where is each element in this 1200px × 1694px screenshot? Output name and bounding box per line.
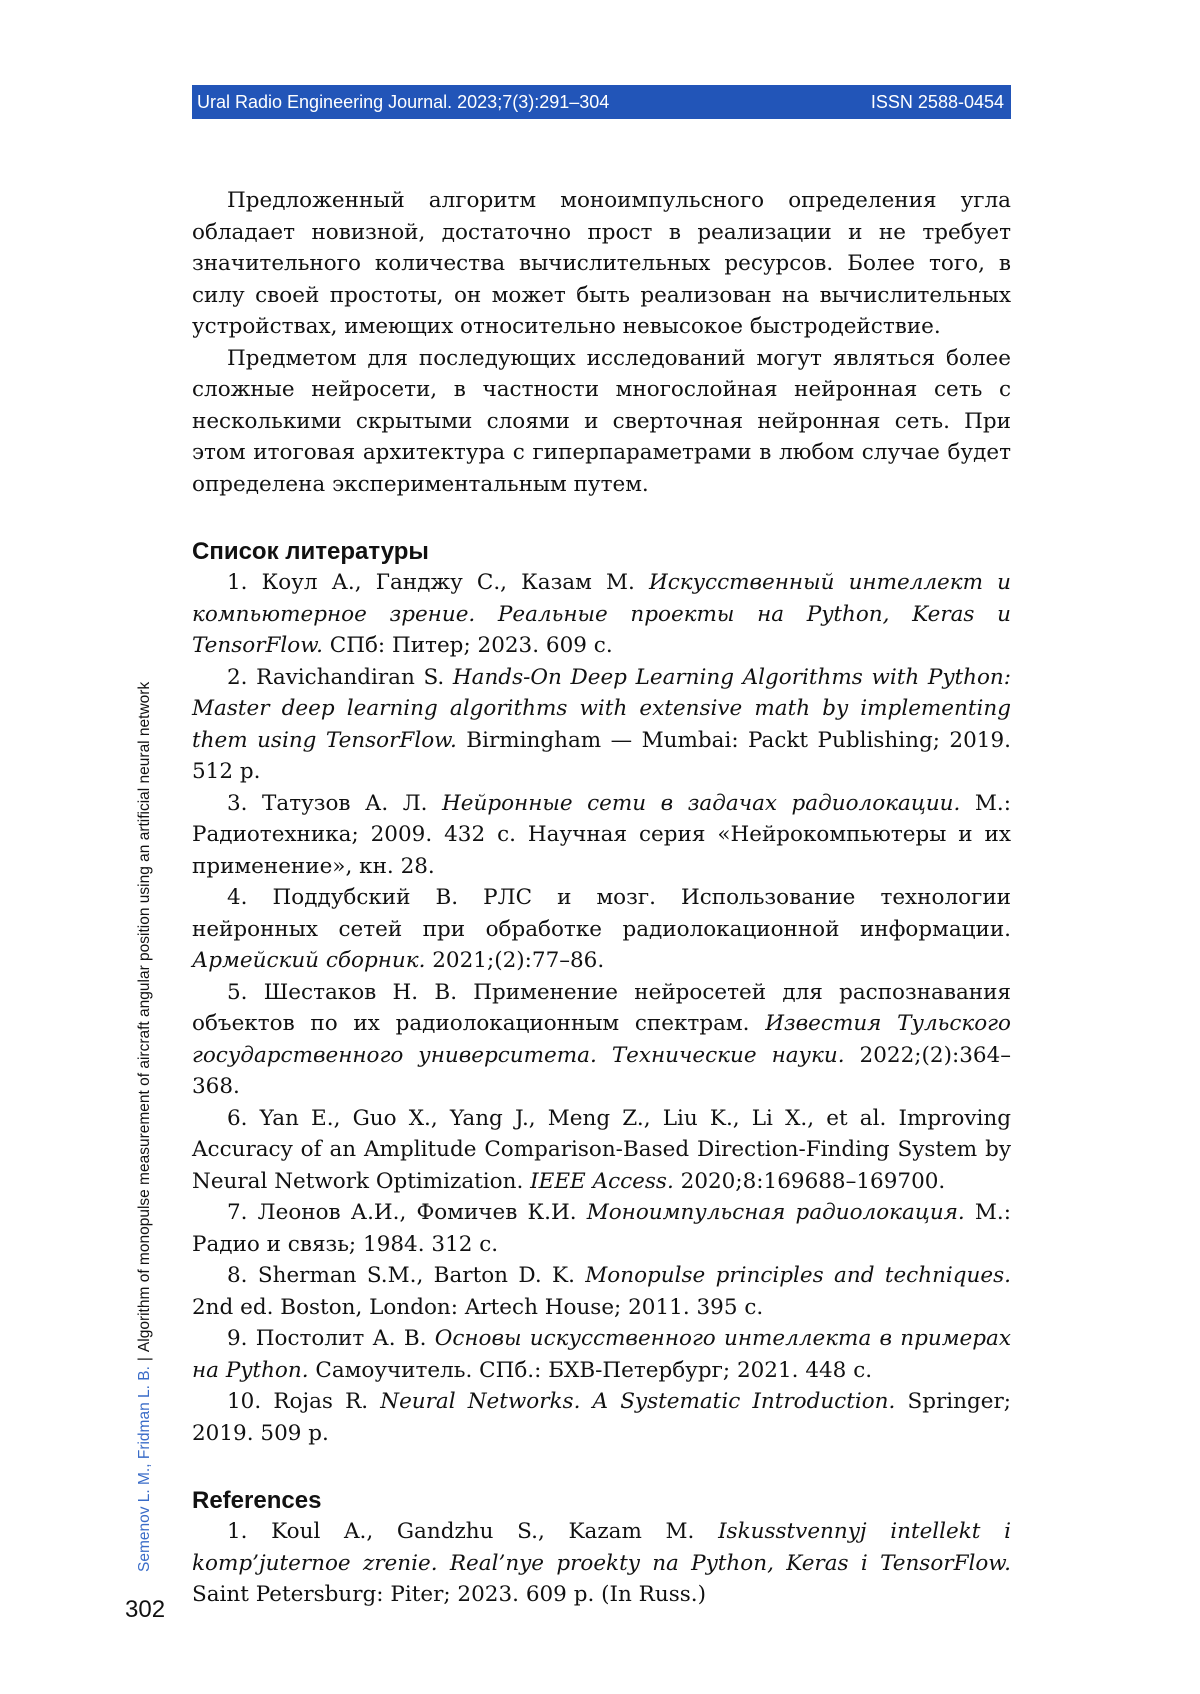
side-article-title: Algorithm of monopulse measurement of aircraft angular position using an artificial neural network [136,681,153,1353]
ref-publisher: 2nd ed. Boston, London: Artech House; 2011. 395 c. [192,1294,764,1320]
ref-authors: 10. Rojas R. [227,1389,381,1414]
ref-title: Monopulse principles and techniques. [585,1263,1011,1288]
ref-title: Моноимпульсная радиолокация. [586,1200,965,1225]
body-paragraph: Предложенный алгоритм моноимпульсного определения угла обладает новизной, достаточно прост в реализации и не требует значительного количества вычислительных ресурсов. Более того, в силу своей простоты, он может быть реализован на вычислительных устройствах, имеющих относительно невысокое быстродействие. [192,188,1011,339]
ref-authors: 7. Леонов А.И., Фомичев К.И. [227,1200,587,1225]
references-list [192,1516,1011,1611]
ref-publisher: Birmingham — Mumbai: Packt Publishing; 2019. 512 p. [192,727,1011,784]
literature-list [192,567,1011,1449]
ref-publisher: 2022;(2):364–368. [192,1042,1012,1099]
ref-title: Hands-On Deep Learning Algorithms with Python: Master deep learning algorithms with extensive math by implementing them using TensorFlow. [192,664,1011,753]
literature-item [192,1103,1011,1198]
ref-authors: 1. Коул А., Ганджу С., Казам М. [227,570,649,595]
ref-authors: 5. Шестаков Н. В. Применение нейросетей для распознавания объектов по их радиолокационным спектрам. [192,979,1011,1036]
ref-title: Neural Networks. A Systematic Introduction. [380,1389,896,1414]
literature-item [192,662,1011,788]
literature-heading: Список литературы [192,538,429,565]
ref-publisher: Saint Petersburg: Piter; 2023. 609 p. (In Russ.) [192,1582,707,1607]
ref-title: Искусственный интеллект и компьютерное зрение. Реальные проекты на Python, Keras и TensorFlow. [192,570,1011,658]
journal-header-bar [192,85,1011,119]
ref-title: Нейронные сети в задачах радиолокации. [442,790,961,816]
ref-authors: 3. Татузов А. Л. [227,790,443,816]
side-separator: | [136,1357,153,1362]
literature-item [192,1323,1011,1386]
reference-item [192,1516,1011,1611]
ref-publisher: Самоучитель. СПб.: БХВ-Петербург; 2021. 448 с. [308,1357,873,1383]
ref-title: Iskusstvennyj intellekt i komp’juternoe zrenie. Real’nye proekty na Python, Keras i TensorFlow. [192,1519,1011,1576]
ref-authors: 8. Sherman S.M., Barton D. K. [227,1263,586,1288]
literature-item [192,977,1011,1103]
ref-publisher: 2020;8:169688–169700. [673,1168,946,1194]
ref-title: Основы искусственного интеллекта в примерах на Python. [192,1326,1011,1383]
ref-authors: 2. Ravichandiran S. [227,664,453,690]
side-running-head [136,592,154,1572]
ref-authors: 4. Поддубский В. РЛС и мозг. Использование технологии нейронных сетей при обработке радиолокационной информации. [192,885,1011,942]
ref-publisher: М.: Радио и связь; 1984. 312 с. [192,1200,1012,1257]
ref-title: Армейский сборник. [192,948,426,973]
literature-item [192,788,1011,883]
literature-item [192,1386,1011,1449]
references-heading: References [192,1487,322,1514]
page-number: 302 [125,1596,166,1623]
literature-item [192,1260,1011,1323]
literature-item [192,567,1011,662]
ref-title: IEEE Access. [530,1168,674,1194]
ref-publisher: Springer; 2019. 509 p. [192,1389,1011,1446]
page-content [192,185,1011,1611]
side-authors: Semenov L. M., Fridman L. B. [136,1366,153,1572]
journal-issn: ISSN 2588-0454 [870,91,1004,112]
literature-item [192,1197,1011,1260]
ref-authors: 1. Koul A., Gandzhu S., Kazam M. [227,1519,719,1544]
ref-publisher: 2021;(2):77–86. [425,948,605,973]
literature-item [192,882,1011,977]
ref-authors: 6. Yan E., Guo X., Yang J., Meng Z., Liu K., Li X., et al. Improving Accuracy of an Amplitude Comparison-Based Direction-Finding System by Neural Network Optimization. [192,1105,1011,1194]
ref-title: Известия Тульского государственного университета. Технические науки. [192,1011,1011,1068]
body-paragraph: Предметом для последующих исследований могут являться более сложные нейросети, в частности многослойная нейронная сеть с несколькими скрытыми слоями и сверточная нейронная сеть. При этом итоговая архитектура с гиперпараметрами в любом случае будет определена экспериментальным путем. [192,345,1011,497]
ref-publisher: СПб: Питер; 2023. 609 с. [322,633,613,658]
journal-citation: Ural Radio Engineering Journal. 2023;7(3):291–304 [197,91,610,112]
ref-publisher: М.: Радиотехника; 2009. 432 с. Научная серия «Нейрокомпьютеры и их применение», кн. 28. [192,790,1011,879]
ref-authors: 9. Постолит А. В. [227,1326,435,1351]
